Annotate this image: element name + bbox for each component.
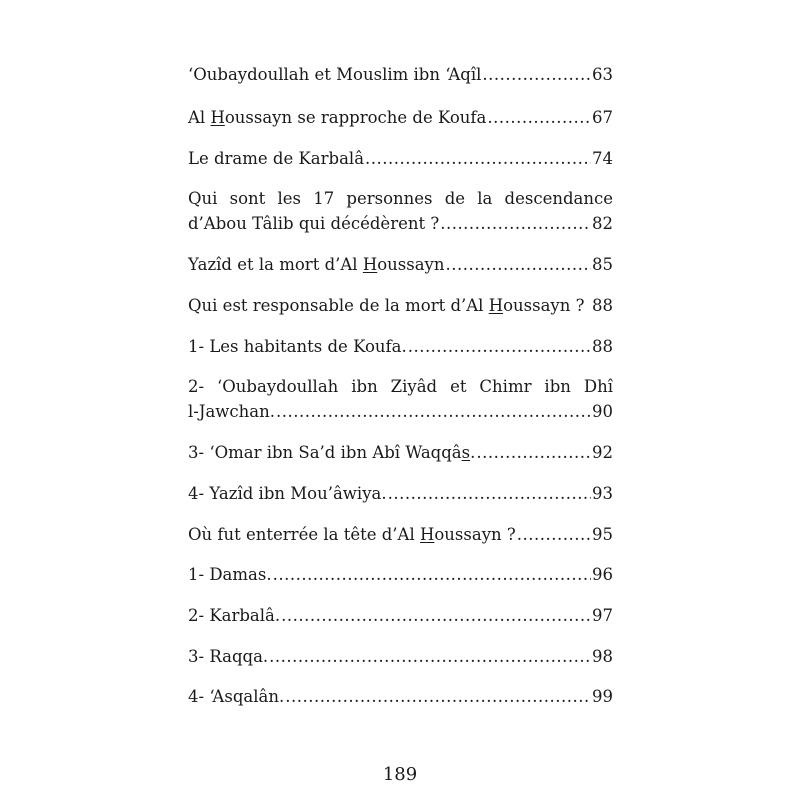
- toc-entry-title: 3- ‘Omar ibn Sa’d ibn Abî Waqqâs.: [188, 443, 476, 462]
- dot-leader: [273, 562, 591, 587]
- toc-entry: [188, 374, 613, 424]
- dot-leader: [487, 105, 591, 130]
- toc-entry-title: 1- Les habitants de Koufa.: [188, 337, 407, 356]
- dot-leader: [388, 481, 591, 506]
- toc-entry-title: Où fut enterrée la tête d’Al Houssayn ?: [188, 525, 516, 544]
- toc-entry-page: 74: [592, 149, 613, 168]
- toc-entry: [188, 334, 613, 359]
- toc-entry: [188, 293, 613, 318]
- toc-entry-page: 92: [592, 443, 613, 462]
- toc-entry-title: Al Houssayn se rapproche de Koufa: [188, 108, 487, 127]
- toc-entry-title: 3- Raqqa.: [188, 647, 269, 666]
- toc-entry-title-line1: 2- ‘Oubaydoullah ibn Ziyâd et Chimr ibn Dhî: [188, 377, 613, 396]
- toc-entry-title: Le drame de Karbalâ: [188, 149, 365, 168]
- dot-leader: [276, 399, 591, 424]
- toc-entry: [188, 603, 613, 628]
- toc-entry: [188, 146, 613, 171]
- toc-entry: [188, 684, 613, 709]
- toc-entry-page: 93: [592, 484, 613, 503]
- toc-entry: [188, 105, 613, 130]
- dot-leader: [476, 440, 591, 465]
- dot-leader: [446, 252, 592, 277]
- dot-leader: [408, 334, 591, 359]
- toc-entry-title-line1: Qui sont les 17 personnes de la descendance: [188, 189, 613, 208]
- toc-entry-title: 2- Karbalâ.: [188, 606, 281, 625]
- toc-entry-page: 82: [592, 214, 613, 233]
- toc-entry: [188, 440, 613, 465]
- toc-entry: [188, 186, 613, 236]
- toc-entry-title: 1- Damas.: [188, 565, 272, 584]
- toc-entry-title: 4- ‘Asqalân.: [188, 687, 285, 706]
- toc-entry-page: 97: [592, 606, 613, 625]
- dot-leader: [285, 684, 591, 709]
- dot-leader: [440, 211, 591, 236]
- toc-entry-page: 96: [592, 565, 613, 584]
- toc-entry-title: ‘Oubaydoullah et Mouslim ibn ‘Aqîl: [188, 65, 482, 84]
- toc-entry-page: 67: [592, 108, 613, 127]
- toc-entry-page: 88: [592, 337, 613, 356]
- dot-leader: [482, 62, 591, 87]
- toc-entry-page: 90: [592, 402, 613, 421]
- dot-leader: [281, 603, 591, 628]
- toc-entry: [188, 481, 613, 506]
- toc-entry-title: Yazîd et la mort d’Al Houssayn: [188, 255, 445, 274]
- page-number: 189: [382, 764, 418, 785]
- toc-entry-page: 85: [592, 255, 613, 274]
- toc-entry-title: l-Jawchan.: [188, 402, 276, 421]
- toc-entry: [188, 522, 613, 547]
- toc-entry-page: 99: [592, 687, 613, 706]
- toc-entry-title: d’Abou Tâlib qui décédèrent ?: [188, 214, 440, 233]
- toc-entry-page: 98: [592, 647, 613, 666]
- toc-entry: [188, 252, 613, 277]
- toc-entry-title: Qui est responsable de la mort d’Al Houssayn ?: [188, 296, 585, 315]
- dot-leader: [365, 146, 591, 171]
- toc-entry-page: 95: [592, 525, 613, 544]
- dot-leader: [269, 644, 591, 669]
- toc-entry-page: 88: [592, 296, 613, 315]
- dot-leader: [517, 522, 591, 547]
- toc-entry-page: 63: [592, 65, 613, 84]
- toc-entry-title: 4- Yazîd ibn Mou’âwiya.: [188, 484, 387, 503]
- toc-entry: [188, 62, 613, 87]
- toc-entry: [188, 562, 613, 587]
- toc-entry: [188, 644, 613, 669]
